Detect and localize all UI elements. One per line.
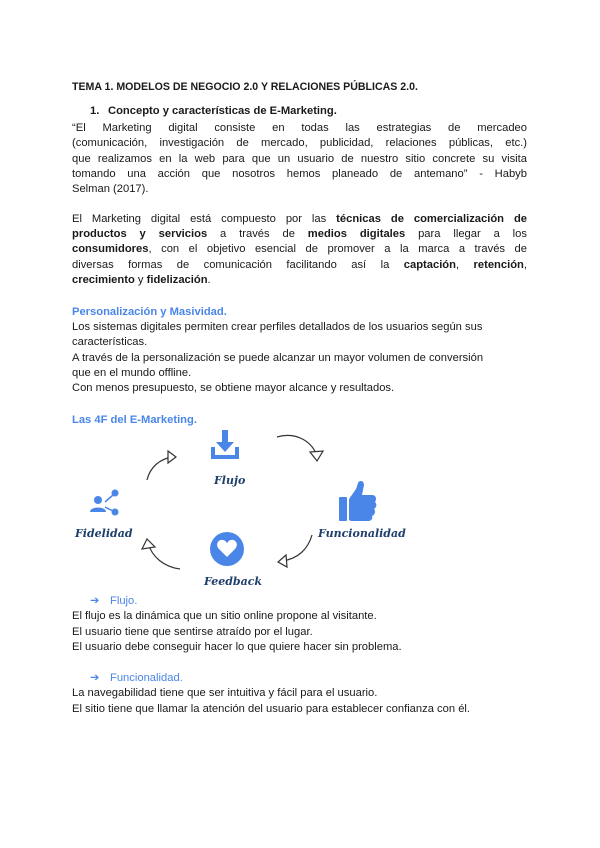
document-title: TEMA 1. MODELOS DE NEGOCIO 2.0 Y RELACIONES PÚBLICAS 2.0. <box>72 81 418 93</box>
text-line: Los sistemas digitales permiten crear perfiles detallados de los usuarios según sus <box>72 321 483 333</box>
text-line: El usuario debe conseguir hacer lo que quiere hacer sin problema. <box>72 641 402 653</box>
label-flujo: Flujo <box>214 474 246 487</box>
text-line: El sitio tiene que llamar la atención del usuario para establecer confianza con él. <box>72 703 471 715</box>
text-run: diversas formas de comunicación facilitando así la <box>72 259 404 271</box>
text-run: El Marketing digital está compuesto por las <box>72 213 337 225</box>
bold-run: técnicas de comercialización de <box>336 213 527 225</box>
arrow-flujo-to-funcionalidad-icon <box>277 435 323 461</box>
quote-line: Selman (2017). <box>72 183 149 195</box>
subheading-4f: Las 4F del E-Marketing. <box>72 414 197 426</box>
text-line: La navegabilidad tiene que ser intuitiva y fácil para el usuario. <box>72 687 378 699</box>
section-heading <box>90 104 337 120</box>
paragraph-line <box>72 273 211 289</box>
section-title: Concepto y características de E-Marketing. <box>108 105 337 117</box>
section-number: 1. <box>90 105 100 117</box>
bold-run: fidelización <box>146 274 208 286</box>
bullet-label: Funcionalidad. <box>110 672 183 684</box>
subheading-personalizacion: Personalización y Masividad. <box>72 306 227 318</box>
bullet-funcionalidad <box>90 671 183 687</box>
thumbs-up-icon <box>339 481 376 521</box>
bullet-label: Flujo. <box>110 595 138 607</box>
bold-run: crecimiento <box>72 274 135 286</box>
text-run: para llegar a los <box>405 228 527 240</box>
paragraph-line <box>72 242 527 258</box>
text-line: Con menos presupuesto, se obtiene mayor alcance y resultados. <box>72 382 395 394</box>
text-run: , <box>455 259 474 271</box>
text-run: y <box>134 274 147 286</box>
bold-run: consumidores <box>72 243 149 255</box>
text-run: . <box>207 274 211 286</box>
quote-line: tomando una acción que nosotros hemos planeado de antemano” - Habyb <box>72 168 527 180</box>
users-icon <box>90 490 119 516</box>
arrow-funcionalidad-to-feedback-icon <box>278 535 312 567</box>
label-fidelidad: Fidelidad <box>75 527 133 540</box>
text-line: El flujo es la dinámica que un sitio online propone al visitante. <box>72 610 377 622</box>
quote-line: (comunicación, investigación de mercado, publicidad, relaciones públicas, etc.) <box>72 137 527 149</box>
label-funcionalidad: Funcionalidad <box>318 527 406 540</box>
bullet-flujo <box>90 594 137 610</box>
text-line: características. <box>72 336 148 348</box>
four-f-diagram <box>72 425 412 590</box>
arrow-right-icon: ➔ <box>90 595 100 607</box>
bold-run: captación <box>403 259 456 271</box>
heart-icon <box>210 532 244 566</box>
text-line: A través de la personalización se puede alcanzar un mayor volumen de conversión <box>72 352 484 364</box>
arrow-feedback-to-fidelidad-icon <box>142 539 180 569</box>
text-run: a través de <box>207 228 308 240</box>
text-run: , con el objetivo esencial de promover a la marca a través de <box>148 243 527 255</box>
download-icon <box>211 430 239 459</box>
paragraph-line <box>72 258 527 274</box>
arrow-right-icon: ➔ <box>90 672 100 684</box>
bold-run: retención <box>473 259 524 271</box>
quote-line: “El Marketing digital consiste en todas las estrategias de mercadeo <box>72 122 527 134</box>
text-line: que en el mundo offline. <box>72 367 192 379</box>
text-line: El usuario tiene que sentirse atraído por el lugar. <box>72 626 313 638</box>
quote-line: que realizamos en la web para que un usuario de nuestro sitio concrete su visita <box>72 153 527 165</box>
arrow-fidelidad-to-flujo-icon <box>147 451 176 480</box>
paragraph-line <box>72 212 527 228</box>
paragraph-line <box>72 227 527 243</box>
text-run: , <box>523 259 527 271</box>
bold-run: productos y servicios <box>72 228 208 240</box>
bold-run: medios digitales <box>307 228 406 240</box>
label-feedback: Feedback <box>204 575 263 588</box>
